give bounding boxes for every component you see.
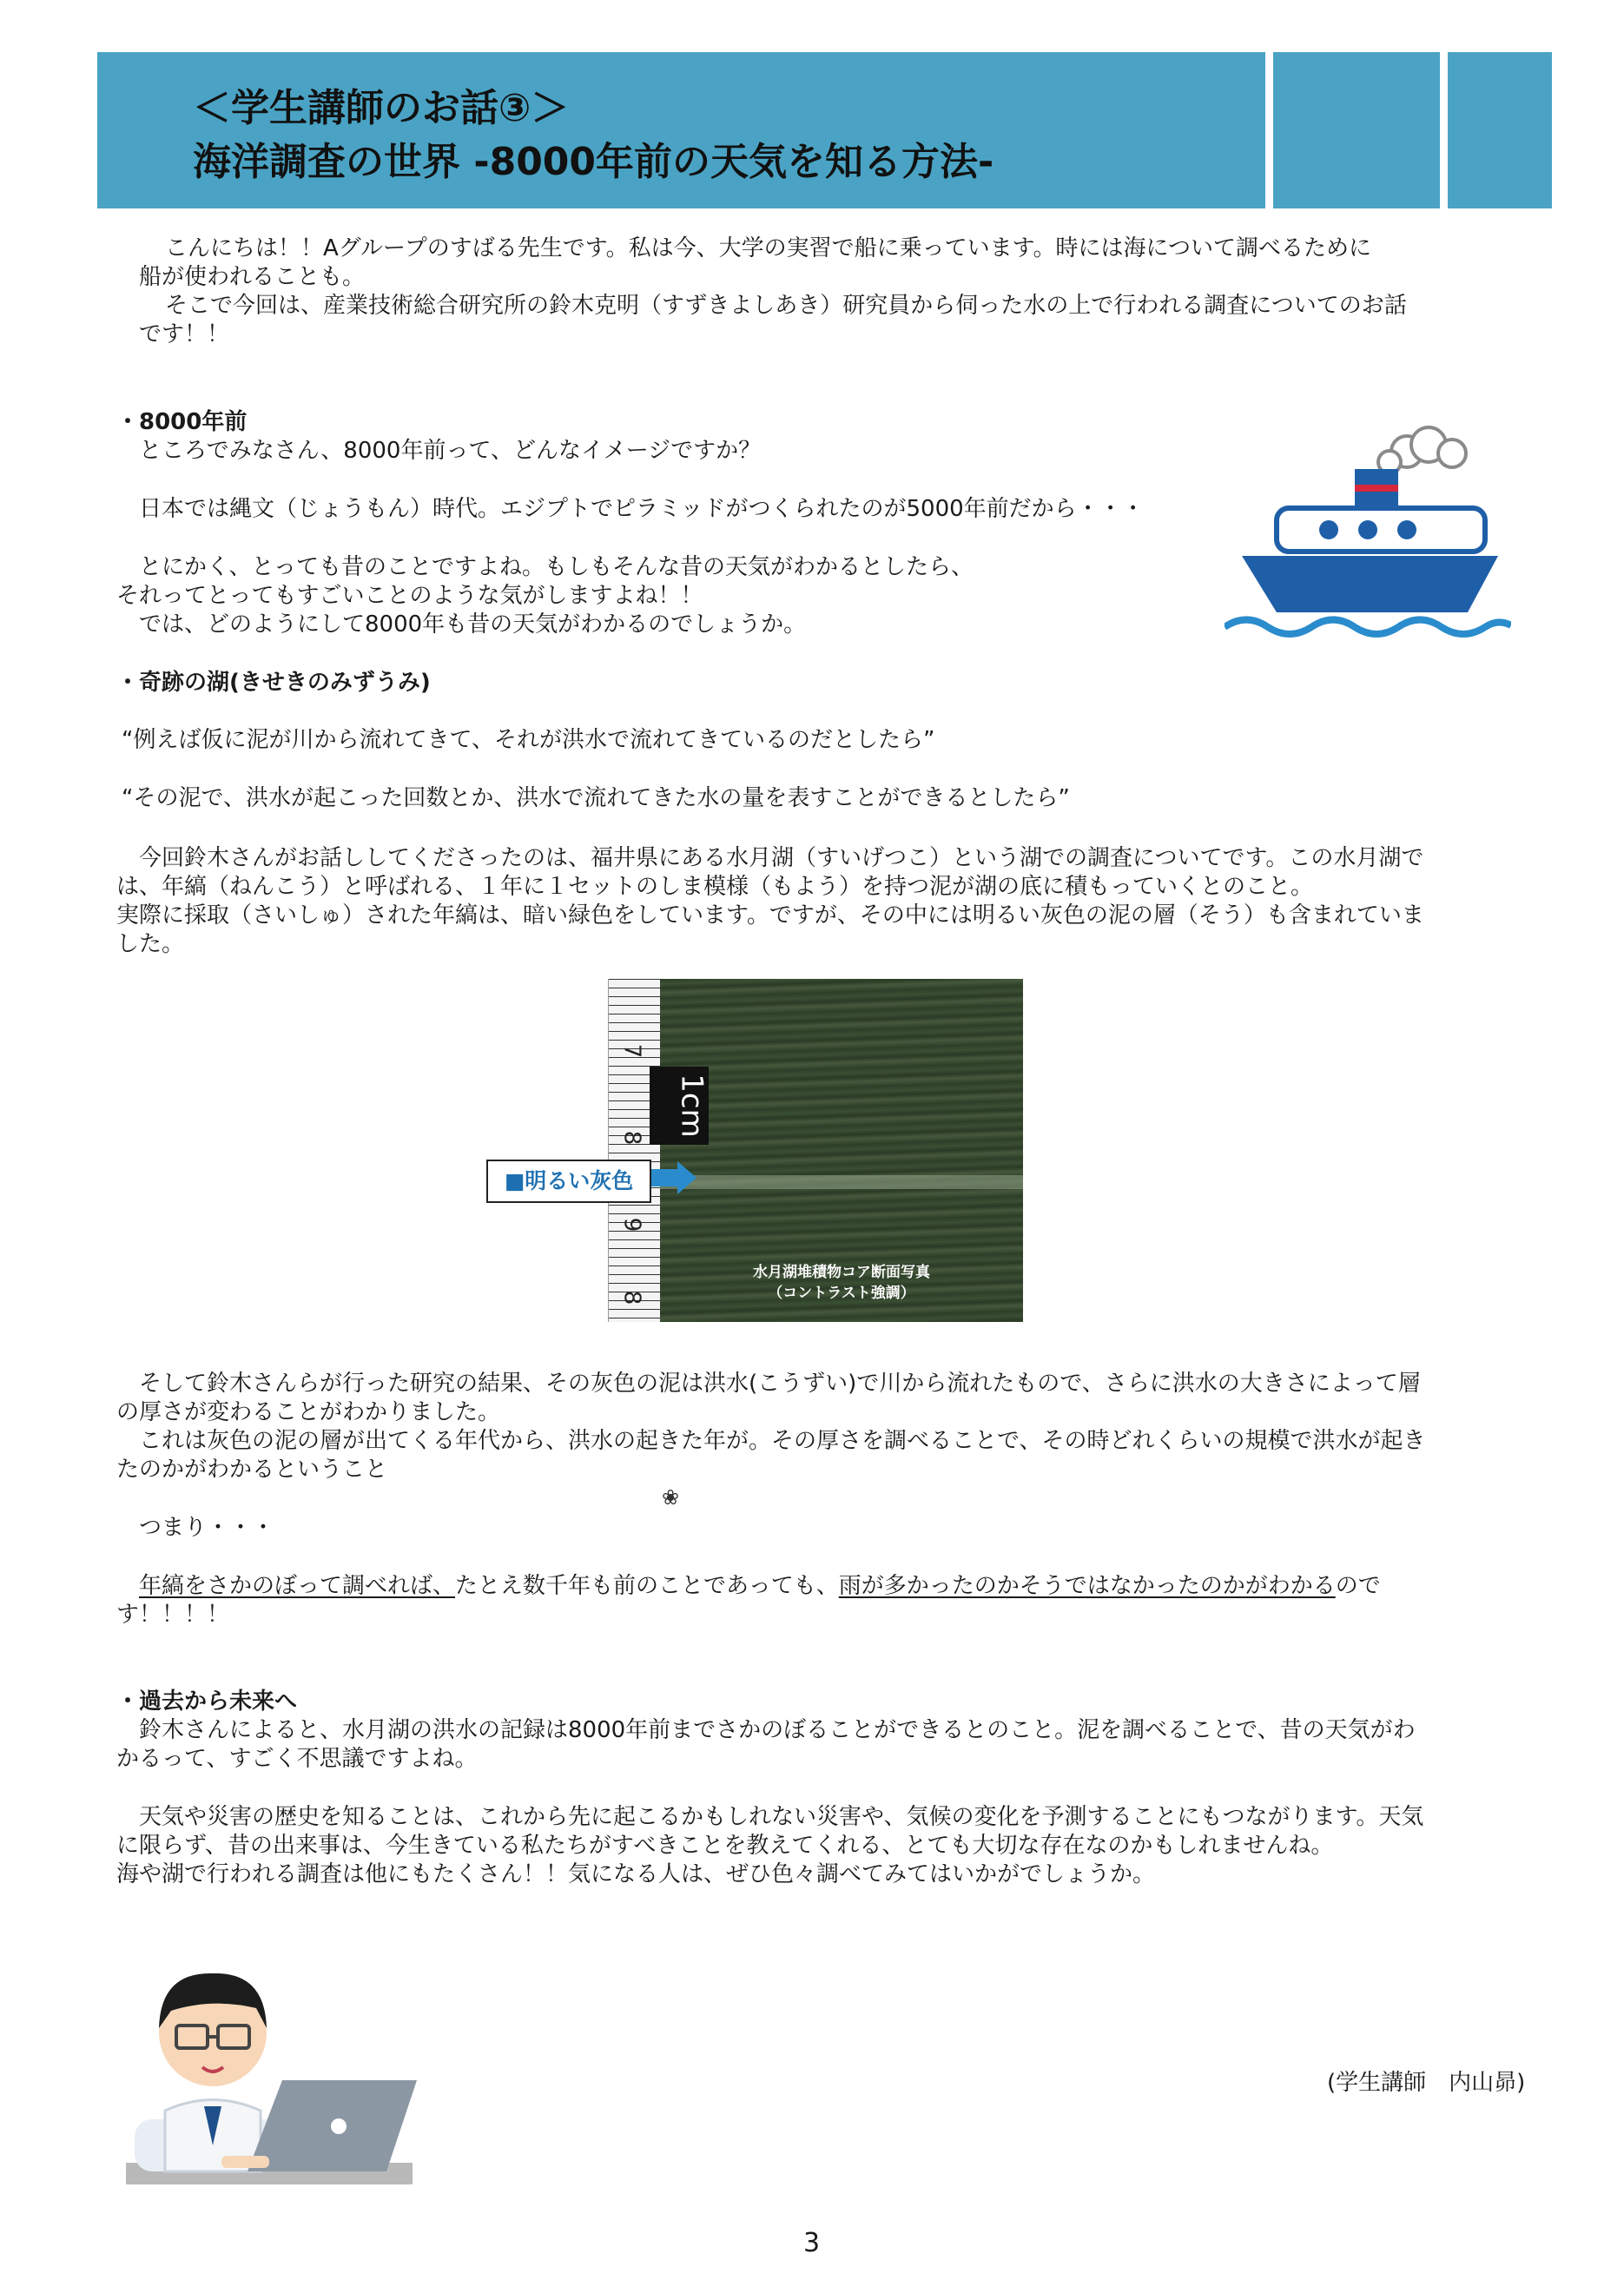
s1-line5: では、どのようにして8000年も昔の天気がわかるのでしょうか。 [139,611,807,638]
s1-line3: とにかく、とっても昔のことですよね。もしもそんな昔の天気がわかるとしたら、 [139,554,974,580]
s2-quote1: “例えば仮に泥が川から流れてきて、それが洪水で流れてきているのだとしたら” [122,727,935,753]
section-heading-lake: ・奇跡の湖(きせきのみずうみ) [116,670,431,696]
section-heading-8000: ・8000年前 [116,409,248,435]
ruler-number: 8 [618,1130,645,1146]
flower-icon: ❀ [662,1485,680,1510]
person-at-laptop-icon [117,1928,421,2189]
gray-layer-label: ■明るい灰色 [486,1160,651,1203]
arrow-icon [651,1169,679,1186]
intro-line4: です！！ [139,321,230,347]
ruler-number: 7 [618,1043,645,1059]
ruler-number: 9 [618,1217,645,1233]
sediment-core-photo [660,979,1023,1322]
signature: (学生講師 内山昴) [1327,2070,1526,2096]
s3-line2: の厚さが変わることがわかりました。 [116,1399,501,1425]
ruler-scale [608,979,661,1322]
intro-line3: そこで今回は、産業技術総合研究所の鈴木克明（すずきよしあき）研究員から伺った水の上で行われる調査についてのお話 [165,293,1407,319]
s1-line2: 日本では縄文（じょうもん）時代。エジプトでピラミッドがつくられたのが5000年前だから・・・ [139,496,1145,522]
intro-line2: 船が使われることも。 [139,264,366,290]
s3-line1: そして鈴木さんらが行った研究の結果、その灰色の泥は洪水(こうずい)で川から流れたもので、さらに洪水の大きさによって層 [139,1371,1421,1397]
s1-line1: ところでみなさん、8000年前って、どんなイメージですか？ [139,438,762,464]
emphasis-underlined-1: 年縞をさかのぼって調べれば、 [139,1573,456,1599]
s4-line5: 海や湖で行われる調査は他にもたくさん！！気になる人は、ぜひ色々調べてみてはいかがでしょうか。 [116,1861,1156,1887]
emphasis-plain-1: たとえ数千年も前のことであっても、 [455,1573,839,1599]
ruler-number: 8 [618,1290,645,1305]
header-title-line1: ＜学生講師のお話③＞ [193,86,570,130]
page-number: 3 [803,2228,821,2258]
intro-line1: こんにちは！！Aグループのすばる先生です。私は今、大学の実習で船に乗っています。時には海について調べるために [165,235,1372,261]
header-block-3 [1448,52,1552,208]
photo-caption-line1: 水月湖堆積物コア断面写真 [753,1264,930,1281]
section-heading-future: ・過去から未来へ [116,1689,298,1715]
scale-bar-label [650,1067,709,1145]
s4-line3: 天気や災害の歴史を知ることは、これから先に起こるかもしれない災害や、気候の変化を予測することにもつながります。天気 [139,1804,1424,1830]
s2-line3: 実際に採取（さいしゅ）された年縞は、暗い緑色をしています。ですが、その中には明るい灰色の泥の層（そう）も含まれていま [116,902,1424,929]
s3-emphasis-line [139,1572,1381,1601]
emphasis-plain-2: ので [1335,1573,1381,1599]
gray-layer-band [660,1175,1023,1189]
header-title-line2: 海洋調査の世界 -8000年前の天気を知る方法- [193,140,994,184]
s3-line6: す！！！！ [116,1602,230,1628]
s1-line4: それってとってもすごいことのような気がしますよね！！ [116,583,703,609]
photo-caption-line2: （コントラスト強調） [768,1285,915,1302]
s2-line1: 今回鈴木さんがお話ししてくださったのは、福井県にある水月湖（すいげつこ）という湖での調査についてです。この水月湖で [139,845,1424,871]
s3-line4: たのかがわかるということ [116,1457,388,1483]
s4-line1: 鈴木さんによると、水月湖の洪水の記録は8000年前までさかのぼることができるとのこと。泥を調べることで、昔の天気がわ [139,1717,1416,1743]
s2-line4: した。 [116,931,185,957]
s4-line2: かるって、すごく不思議ですよね。 [116,1746,478,1772]
emphasis-underlined-2: 雨が多かったのかそうではなかったのかがわかる [838,1573,1336,1599]
header-block-2 [1273,52,1440,208]
s2-line2: は、年縞（ねんこう）と呼ばれる、１年に１セットのしま模様（もよう）を持つ泥が湖の底に積もっていくとのこと。 [116,874,1314,900]
arrow-head-icon [677,1161,696,1194]
s2-quote2: “その泥で、洪水が起こった回数とか、洪水で流れてきた水の量を表すことができるとしたら” [122,785,1070,811]
scale-bar-text: 1cm [674,1074,710,1138]
s4-line4: に限らず、昔の出来事は、今生きている私たちがすべきことを教えてくれる、とても大切な存在なのかもしれませんね。 [116,1833,1334,1859]
s3-line3: これは灰色の泥の層が出てくる年代から、洪水の起きた年が。その厚さを調べることで、その時どれくらいの規模で洪水が起き [139,1428,1426,1454]
s3-line5: つまり・・・ [139,1515,275,1541]
header-banner [97,52,1265,208]
ship-icon [1225,426,1511,643]
